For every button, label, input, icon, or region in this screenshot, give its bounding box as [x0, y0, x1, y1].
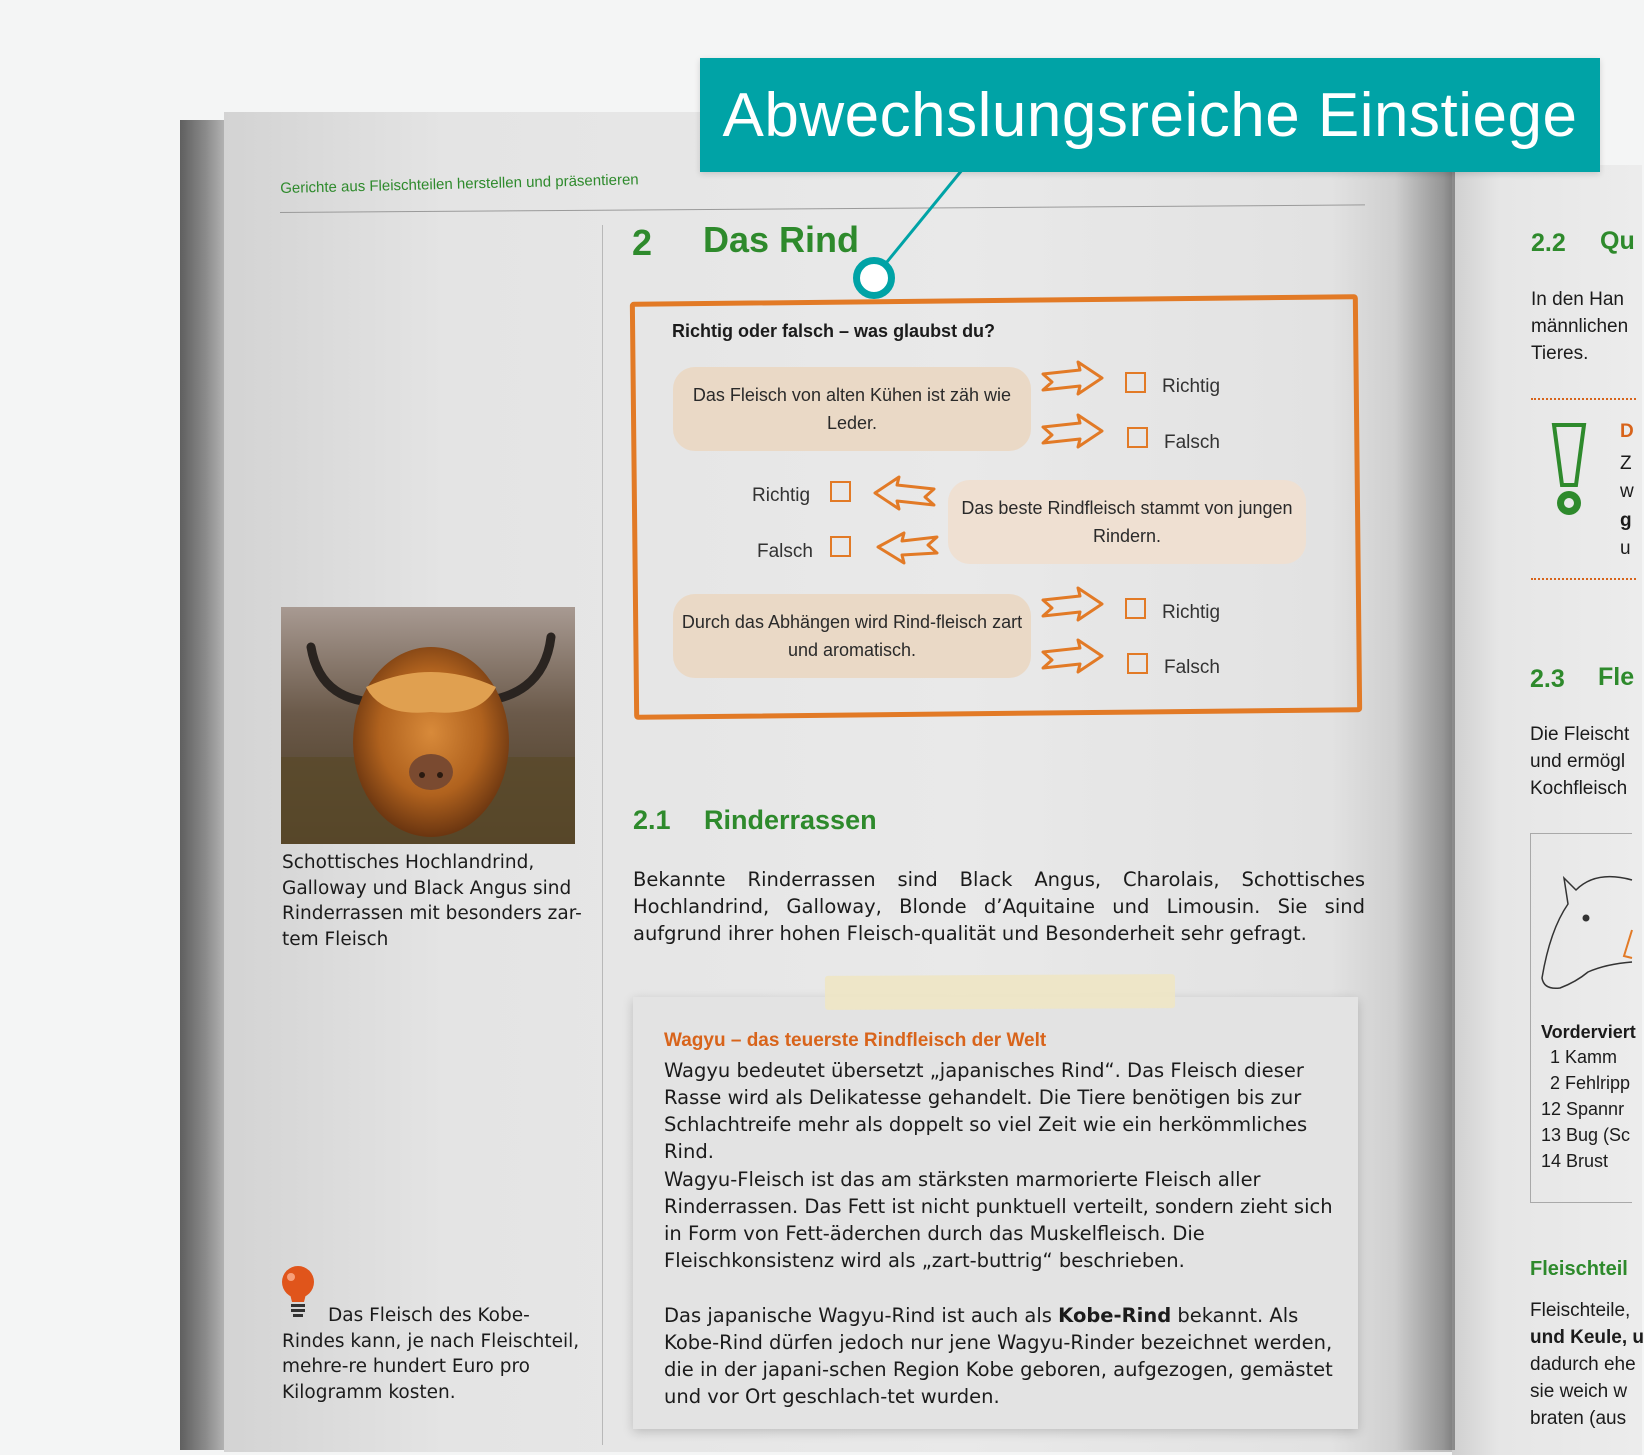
rp-diagram-item: 1 Kamm	[1550, 1047, 1618, 1067]
rp-sub-heading: Fleischteil	[1530, 1258, 1628, 1280]
rp-note-line: w	[1620, 481, 1634, 502]
chapter-number: 2	[632, 222, 653, 263]
cow-outline-diagram	[1536, 860, 1632, 1000]
rp-note-line: Z	[1620, 453, 1632, 474]
rp-dotted-rule	[1531, 578, 1636, 580]
rp-diagram-item: 2 Fehlripp	[1550, 1073, 1631, 1093]
info-paragraph-1: Wagyu bedeutet übersetzt „japanisches Rind“. Das Fleisch dieser Rasse wird als Delikatesse gehandelt. Die Tiere benötigen bis zur Schlachtreife mehr als doppelt so viel Zeit wie ein herkömmliches Rind.	[664, 1059, 1308, 1163]
running-header: Gerichte aus Fleischteilen herstellen und präsentieren	[280, 171, 639, 197]
rp-diagram-item: 14 Brust	[1541, 1151, 1609, 1171]
option-falsch-3: Falsch	[1164, 657, 1220, 678]
info-paragraph-3: Das japanische Wagyu-Rind ist auch als Kobe-Rind bekannt. Als Kobe-Rind dürfen jedoch nur jene Wagyu-Rinder bezeichnet werden, die in der japani-schen Region Kobe geboren, aufgezogen, gemästet und vor Ort geschlach-tet wurden.	[664, 1304, 1333, 1408]
checkbox-falsch-3[interactable]	[1127, 653, 1148, 674]
rp-text-line: Fleischteile,	[1530, 1300, 1631, 1321]
arrow-right-icon	[1040, 360, 1104, 400]
rp-diagram-heading: Vorderviert	[1541, 1022, 1636, 1042]
section-body: Bekannte Rinderrassen sind Black Angus, Charolais, Schottisches Hochlandrind, Galloway, Blonde d’Aquitaine und Limousin. Sie sind aufgrund ihrer hohen Fleisch-qualität und Besonderheit sehr gefragt.	[633, 868, 1365, 945]
checkbox-richtig-2[interactable]	[830, 481, 851, 502]
banner-text: Abwechslungsreiche Einstiege	[722, 80, 1578, 150]
photo-caption: Schottisches Hochlandrind, Galloway und Black Angus sind Rinderrassen mit besonders zar-tem Fleisch	[282, 852, 582, 950]
chapter-title: Das Rind	[703, 219, 860, 260]
rp-note-line: g	[1620, 510, 1632, 531]
section-number: 2.1	[633, 805, 671, 835]
quiz-statement-2: Das beste Rindfleisch stammt von jungen Rindern.	[948, 480, 1306, 564]
callout-dot	[853, 257, 895, 299]
rp-note-line: u	[1620, 538, 1631, 559]
book-spine	[180, 120, 226, 1450]
rp-section-2-3-number: 2.3	[1530, 665, 1565, 693]
arrow-right-icon	[1040, 638, 1104, 678]
rp-text-line: und Keule, u	[1530, 1327, 1644, 1348]
column-rule	[602, 225, 603, 1445]
quiz-statement-1: Das Fleisch von alten Kühen ist zäh wie Leder.	[673, 367, 1031, 451]
quiz-title: Richtig oder falsch – was glaubst du?	[672, 321, 996, 341]
rp-section-2-2-number: 2.2	[1531, 229, 1566, 257]
rp-text-line: männlichen	[1531, 316, 1629, 337]
option-falsch-2: Falsch	[757, 541, 813, 562]
tip-text: Das Fleisch des Kobe-Rindes kann, je nach Fleischteil, mehre-re hundert Euro pro Kilogramm kosten.	[282, 1305, 580, 1403]
rp-text-line: Die Fleischt	[1530, 724, 1630, 745]
checkbox-richtig-1[interactable]	[1125, 372, 1146, 393]
info-box-title: Wagyu – das teuerste Rindfleisch der Welt	[664, 1030, 1047, 1051]
option-richtig-2: Richtig	[752, 485, 811, 506]
rp-text-line: Tieres.	[1531, 343, 1589, 364]
arrow-left-icon	[873, 475, 937, 515]
rp-section-2-3-title: Fle	[1598, 663, 1635, 691]
arrow-left-icon	[876, 527, 940, 567]
tape-strip	[825, 974, 1175, 1010]
kobe-rind-term: Kobe-Rind	[1058, 1304, 1172, 1327]
rp-text-line: Kochfleisch	[1530, 778, 1628, 799]
rp-note-line: D	[1620, 421, 1634, 442]
checkbox-richtig-3[interactable]	[1125, 598, 1146, 619]
rp-text-line: braten (aus	[1530, 1408, 1627, 1429]
arrow-right-icon	[1040, 586, 1104, 626]
info-paragraph-2: Wagyu-Fleisch ist das am stärksten marmorierte Fleisch aller Rinderrassen. Das Fett ist nicht punktuell verteilt, sondern zieht sich in Form von Fett-äderchen durch das Muskelfleisch. Die Fleischkonsistenz wird als „zart-buttrig“ beschrieben.	[664, 1168, 1333, 1272]
highland-cow-photo	[281, 607, 575, 844]
rp-text-line: sie weich w	[1530, 1381, 1628, 1402]
rp-dotted-rule	[1531, 398, 1636, 400]
option-richtig-1: Richtig	[1162, 376, 1221, 397]
option-falsch-1: Falsch	[1164, 432, 1220, 453]
rp-text-line: dadurch ehe	[1530, 1354, 1636, 1375]
feature-banner	[700, 58, 1600, 172]
arrow-right-icon	[1040, 413, 1104, 453]
exclamation-icon	[1546, 423, 1592, 523]
gutter-shadow	[1395, 150, 1455, 1450]
rp-section-2-2-title: Qu	[1600, 227, 1635, 255]
quiz-statement-3: Durch das Abhängen wird Rind-fleisch zart und aromatisch.	[673, 594, 1031, 678]
checkbox-falsch-1[interactable]	[1127, 427, 1148, 448]
rp-diagram-item: 12 Spannr	[1541, 1099, 1625, 1119]
section-title: Rinderrassen	[704, 805, 877, 835]
option-richtig-3: Richtig	[1162, 602, 1221, 623]
rp-text-line: In den Han	[1531, 289, 1624, 310]
checkbox-falsch-2[interactable]	[830, 536, 851, 557]
rp-diagram-item: 13 Bug (Sc	[1541, 1125, 1631, 1145]
rp-text-line: und ermögl	[1530, 751, 1626, 772]
